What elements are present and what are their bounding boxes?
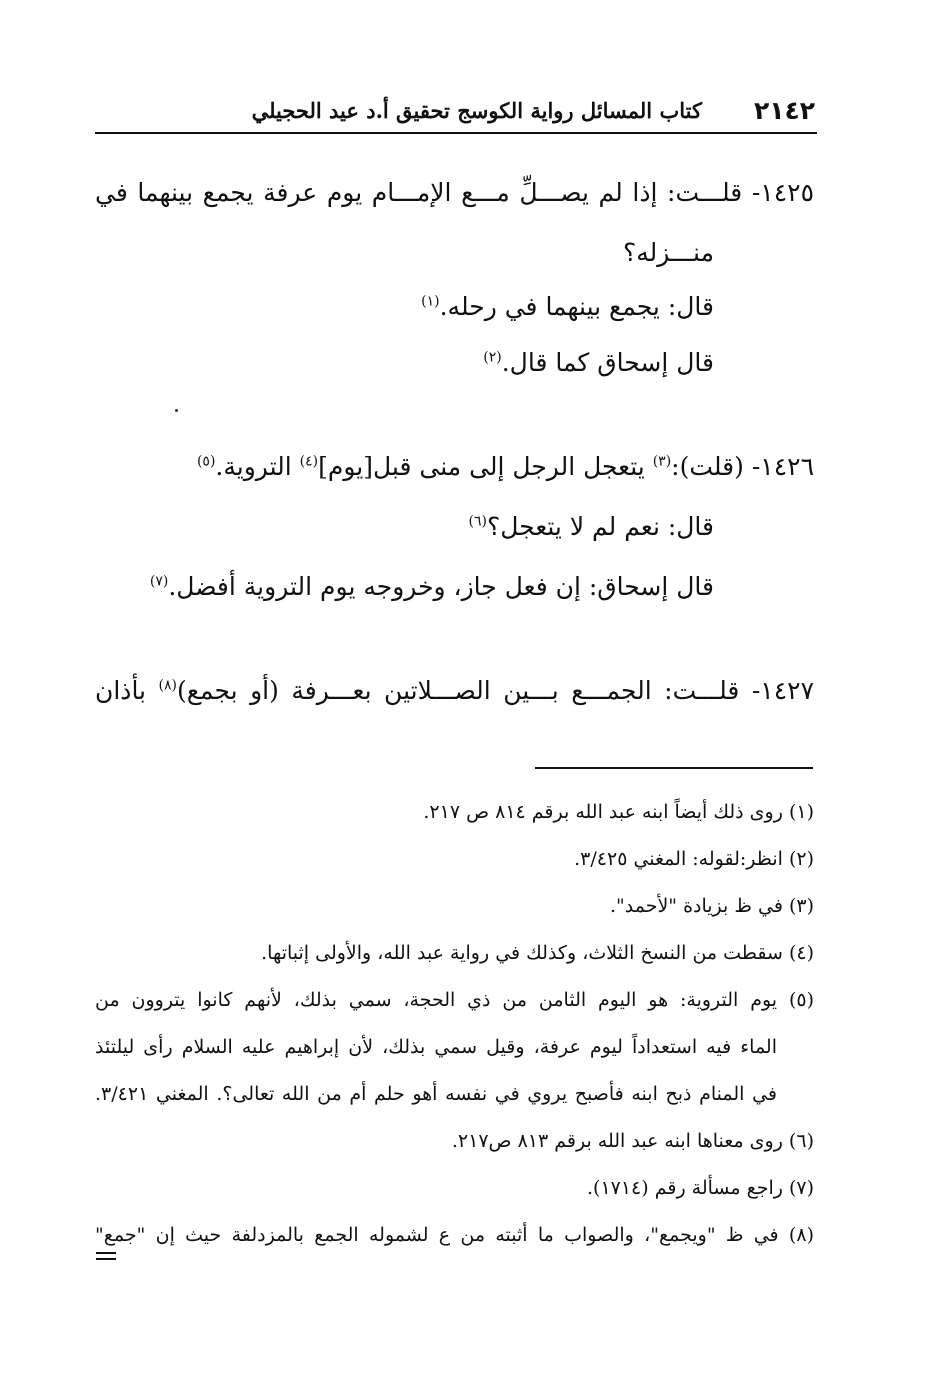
issue-1425-line-1: ١٤٢٥- قلـــت: إذا لم يصـــلِّ مـــع الإمـــام يوم عرفة يجمع بينهما في <box>95 178 814 207</box>
footnote-5-line-3: في المنام ذبح ابنه فأصبح يروي في نفسه أهو حلم أم من الله تعالى؟. المغني ٣/٤٢١. <box>95 1083 777 1105</box>
footnote-4: (٤) سقطت من النسخ الثلاث، وكذلك في رواية عبد الله، والأولى إثباتها. <box>261 942 814 964</box>
question-part: ١٤٢٧- قلـــت: الجمـــع بـــين الصـــلاتين بعـــرفة (أو بجمع) <box>177 676 814 705</box>
footnote-1: (١) روى ذلك أيضاً ابنه عبد الله برقم ٨١٤ ص ٢١٧. <box>423 801 814 823</box>
footnote-separator <box>535 767 813 769</box>
footnote-5-line-2: الماء فيه استعداداً ليوم عرفة، وقيل سمي بذلك، لأن إبراهيم عليه السلام رأى ليلتئذ <box>95 1036 777 1058</box>
issue-1425-line-2: منـــزله؟ <box>623 238 714 267</box>
footnote-ref: (٤) <box>299 453 319 470</box>
page-header <box>95 92 815 128</box>
header-rule <box>95 132 817 134</box>
footnote-6: (٦) روى معناها ابنه عبد الله برقم ٨١٣ ص٢١٧. <box>451 1130 814 1152</box>
continuation-mark <box>96 1252 116 1264</box>
footnote-ref: (١) <box>421 293 440 310</box>
question-part: بأذان <box>95 676 159 705</box>
question-part: التروية. <box>215 452 300 481</box>
issue-1427-question <box>95 674 814 708</box>
footnote-7: (٧) راجع مسألة رقم (١٧١٤). <box>586 1177 814 1199</box>
question-part: يتعجل الرجل إلى منى قبل[يوم] <box>318 452 653 481</box>
footnote-2: (٢) انظر:لقوله: المغني ٣/٤٢٥. <box>574 848 814 870</box>
footnote-3: (٣) في ظ بزيادة "لأحمد". <box>609 895 814 917</box>
question-part: ١٤٢٦- (قلت): <box>671 452 814 481</box>
issue-1426-answer-1 <box>469 510 714 544</box>
footnote-8: (٨) في ظ "ويجمع"، والصواب ما أثبته من ع لشموله الجمع بالمزدلفة حيث إن "جمع" <box>95 1224 814 1246</box>
footnote-5-line-1: (٥) يوم التروية: هو اليوم الثامن من ذي الحجة، سمي بذلك، لأنهم كانوا يتروون من <box>95 989 814 1011</box>
footnote-ref: (٨) <box>158 677 177 694</box>
issue-1426-answer-2 <box>150 570 714 604</box>
answer-text: قال: يجمع بينهما في رحله. <box>439 292 714 321</box>
footnote-ref: (٢) <box>483 349 502 366</box>
issue-1425-answer-2 <box>483 346 714 380</box>
page-number: ٢١٤٢ <box>753 95 815 125</box>
footnote-ref: (٧) <box>149 573 169 590</box>
answer-text: قال إسحاق: إن فعل جاز، وخروجه يوم التروية أفضل. <box>168 572 714 601</box>
issue-1426-question <box>197 450 814 484</box>
footnote-ref: (٥) <box>196 453 216 470</box>
running-title: كتاب المسائل رواية الكوسج تحقيق أ.د عيد الحجيلي <box>251 97 702 123</box>
stray-dot <box>175 409 178 412</box>
answer-text: قال إسحاق كما قال. <box>501 348 714 377</box>
issue-1425-answer-1 <box>421 290 714 324</box>
answer-text: قال: نعم لم لا يتعجل؟ <box>486 512 714 541</box>
footnote-ref: (٣) <box>652 453 672 470</box>
footnote-ref: (٦) <box>468 513 487 530</box>
